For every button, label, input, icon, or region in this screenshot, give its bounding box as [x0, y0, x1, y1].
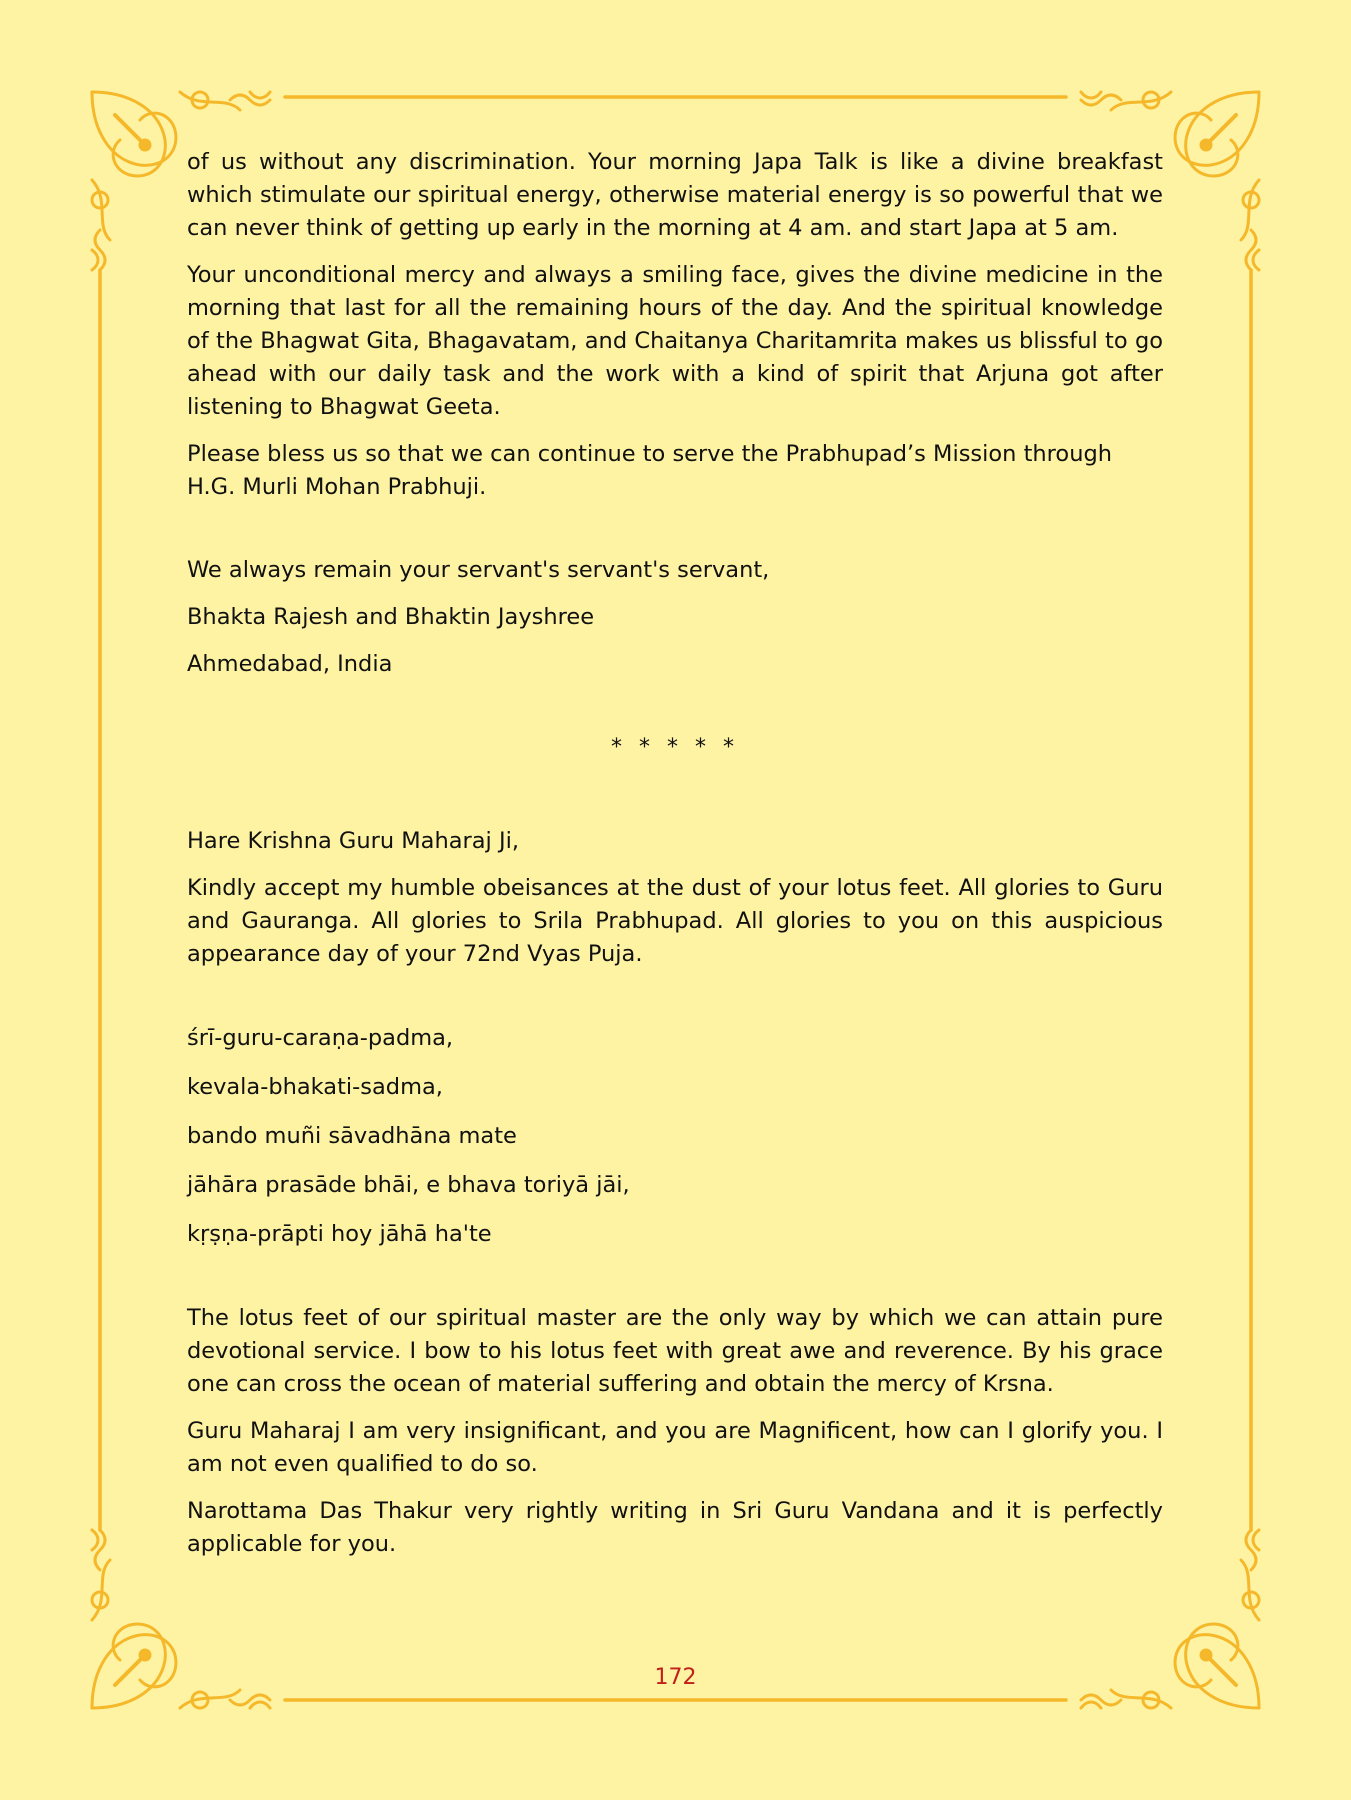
- paragraph: of us without any discrimination. Your morning Japa Talk is like a divine breakfast which stimulate our spiritual energy, otherwise material energy is so powerful that we can never think of getting up early in the morning at 4 am. and start Japa at 5 am.: [187, 149, 1163, 241]
- verse-line: bando muñi sāvadhāna mate: [187, 1123, 517, 1149]
- paragraph: Guru Maharaj I am very insignificant, and you are Magnificent, how can I glorify you. I am not even qualified to do so.: [187, 1418, 1163, 1477]
- verse-line: kevala-bhakati-sadma,: [187, 1074, 443, 1100]
- section-separator: * * * * *: [611, 735, 739, 760]
- paragraph: Kindly accept my humble obeisances at the dust of your lotus feet. All glories to Guru and Gauranga. All glories to Srila Prabhupad. All glories to you on this auspicious appearance day of your 72nd Vyas Puja.: [187, 875, 1163, 967]
- paragraph: Your unconditional mercy and always a smiling face, gives the divine medicine in the morning that last for all the remaining hours of the day. And the spiritual knowledge of the Bhagwat Gita, Bhagavatam, and Chaitanya Charitamrita makes us blissful to go ahead with our daily task and the work with a kind of spirit that Arjuna got after listening to Bhagwat Geeta.: [187, 262, 1163, 420]
- verse-line: śrī-guru-caraṇa-padma,: [187, 1025, 454, 1051]
- verse-line: jāhāra prasāde bhāi, e bhava toriyā jāi,: [187, 1172, 630, 1198]
- location: Ahmedabad, India: [187, 651, 393, 677]
- signature: Bhakta Rajesh and Bhaktin Jayshree: [187, 604, 595, 630]
- closing-line: We always remain your servant's servant's servant,: [187, 557, 770, 583]
- paragraph: Please bless us so that we can continue to serve the Prabhupad’s Mission through H.G. Murli Mohan Prabhuji.: [187, 441, 1112, 500]
- paragraph: The lotus feet of our spiritual master are the only way by which we can attain pure devotional service. I bow to his lotus feet with great awe and reverence. By his grace one can cross the ocean of material suffering and obtain the mercy of Krsna.: [187, 1305, 1163, 1397]
- page-number: 172: [654, 1665, 697, 1690]
- salutation: Hare Krishna Guru Maharaj Ji,: [187, 828, 519, 854]
- page-content: [187, 146, 1163, 1561]
- verse-line: kṛṣṇa-prāpti hoy jāhā ha'te: [187, 1221, 492, 1247]
- paragraph: Narottama Das Thakur very rightly writing in Sri Guru Vandana and it is perfectly applicable for you.: [187, 1498, 1163, 1557]
